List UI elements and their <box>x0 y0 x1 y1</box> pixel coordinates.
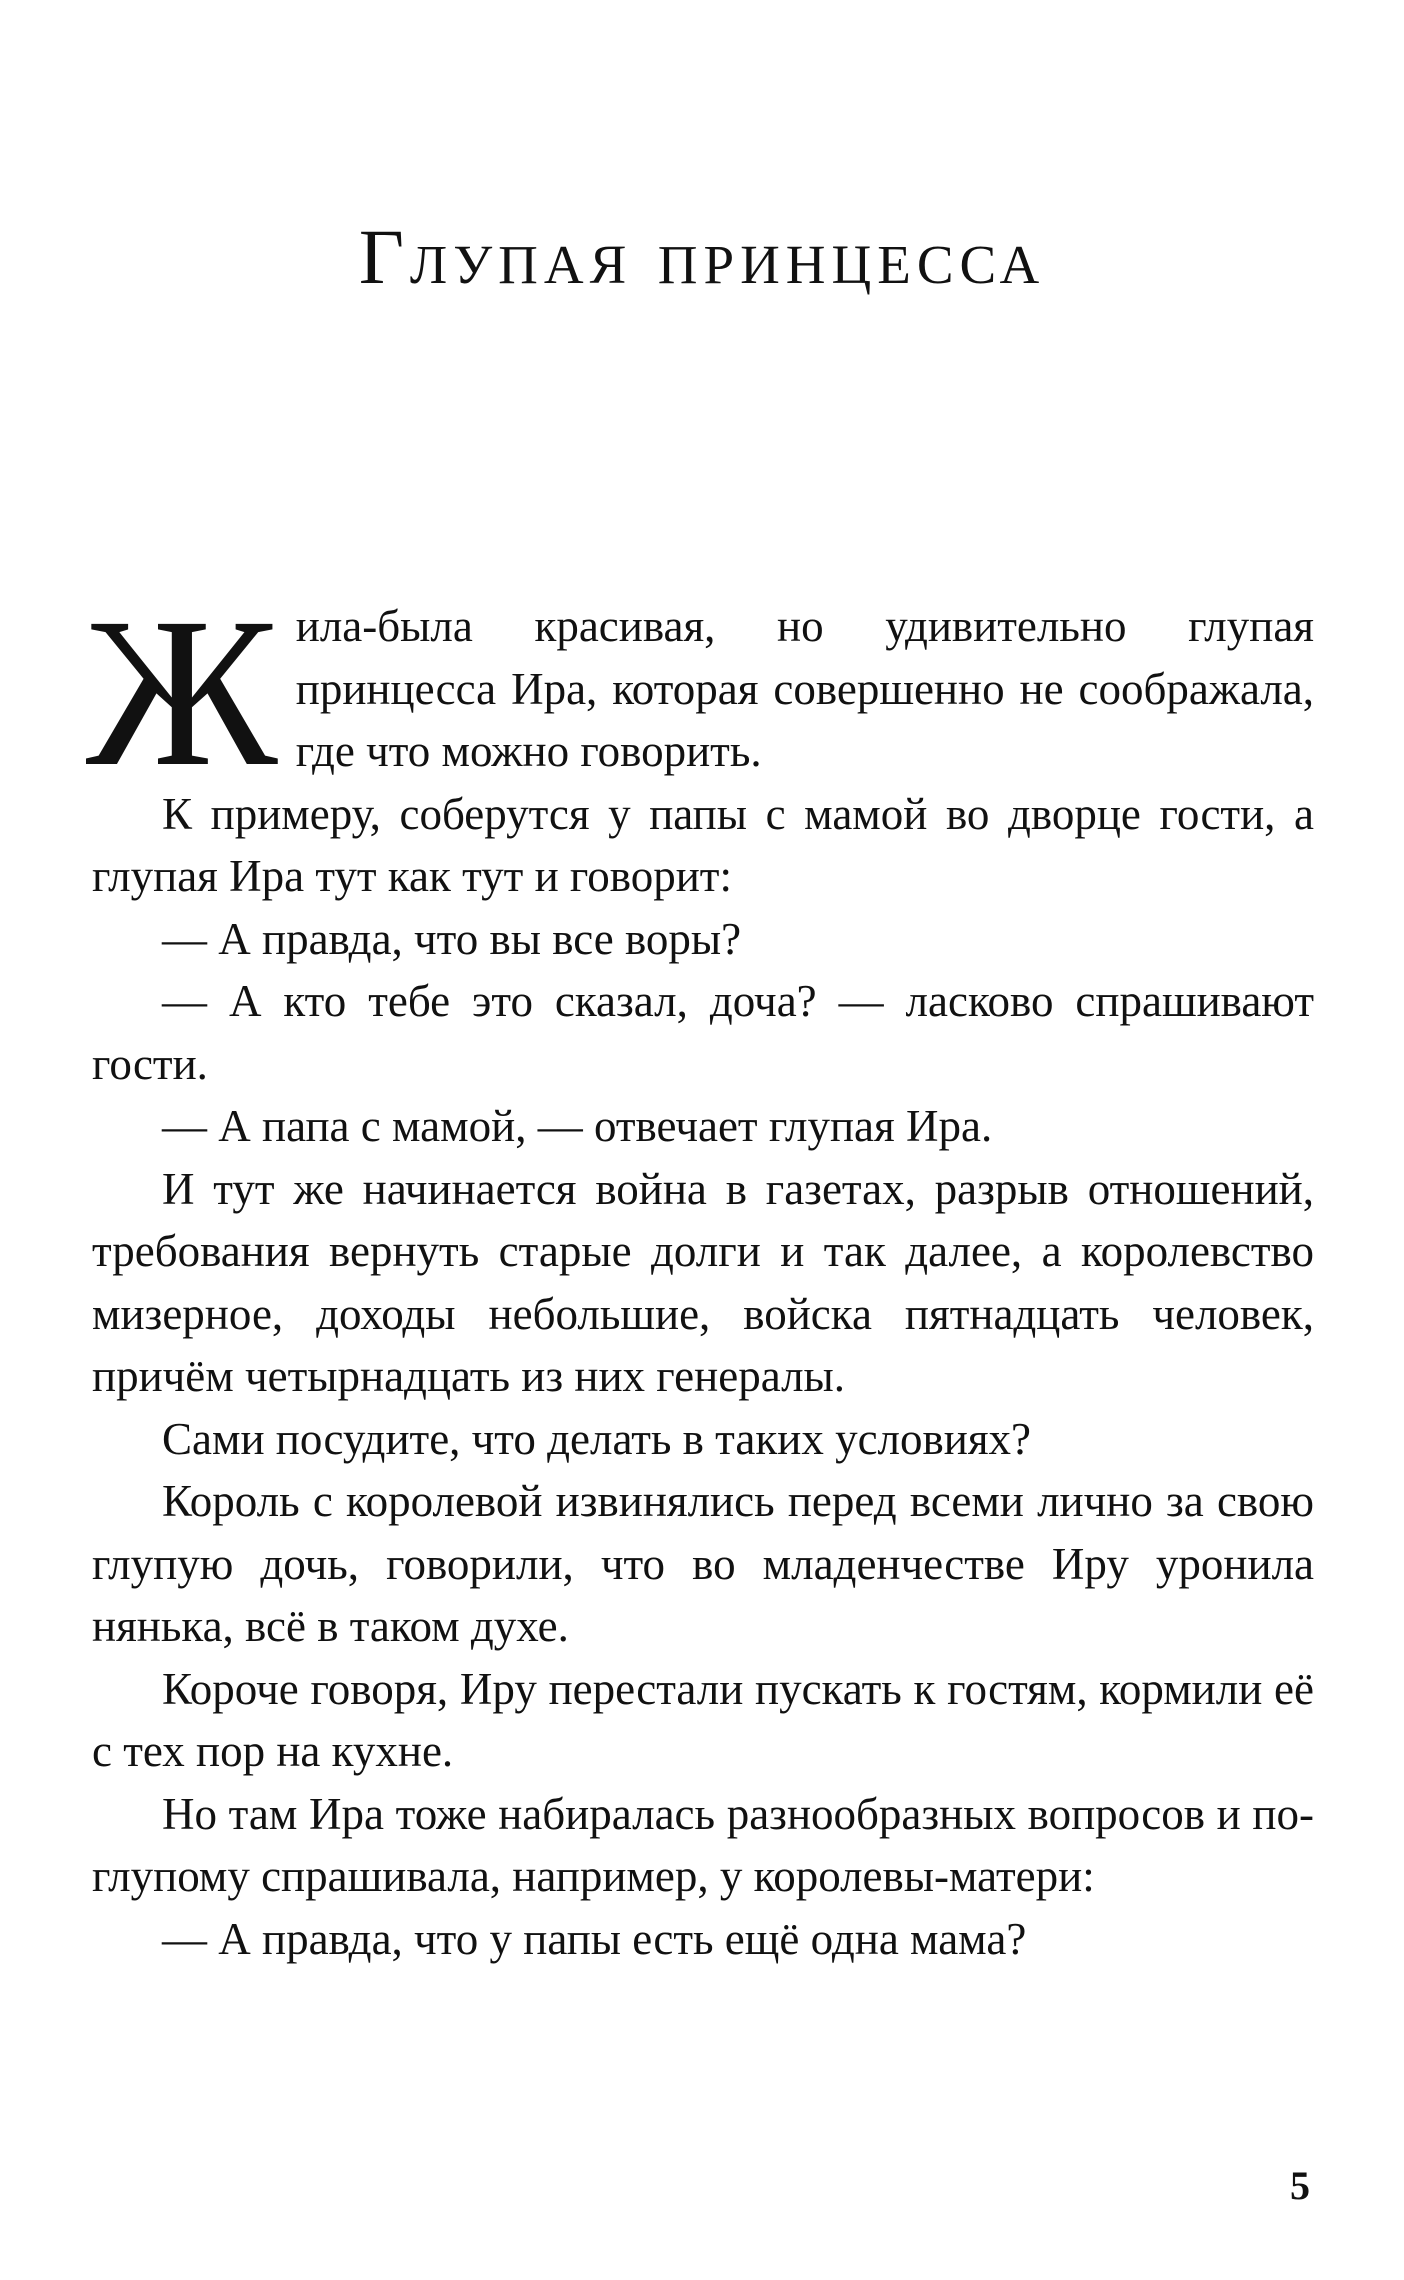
drop-cap: Ж <box>86 574 278 811</box>
chapter-title: Глупая принцесса <box>358 213 1046 300</box>
paragraph: Король с королевой извинялись перед всеми лично за свою глупую дочь, говорили, что во младенчестве Иру уронила нянька, всё в таком духе. <box>92 1476 1314 1651</box>
paragraph: Но там Ира тоже набиралась разнообразных вопросов и по-глупому спрашивала, например, у королевы-матери: <box>92 1788 1314 1901</box>
dialogue-line: — А кто тебе это сказал, доча? — ласково спрашивают гости. <box>92 976 1314 1089</box>
opening-paragraph-text: ила-была красивая, но удивительно глупая принцесса Ира, которая совершенно не соображала, где что можно говорить. <box>295 601 1314 776</box>
page-number: 5 <box>1290 2163 1310 2208</box>
opening-paragraph <box>86 574 1314 811</box>
paragraph: К примеру, соберутся у папы с мамой во дворце гости, а глупая Ира тут как тут и говорит: <box>92 788 1314 901</box>
dialogue-line: — А правда, что вы все воры? <box>162 913 742 964</box>
chapter-text <box>86 574 1314 1970</box>
dialogue-line: — А папа с мамой, — отвечает глупая Ира. <box>162 1101 993 1151</box>
paragraph: И тут же начинается война в газетах, разрыв отношений, требования вернуть старые долги и так далее, а королевство мизерное, доходы небольшие, войска пятнадцать человек, причём четырнадцать из них генералы. <box>92 1163 1314 1401</box>
paragraph: Сами посудите, что делать в таких условиях? <box>162 1413 1031 1464</box>
paragraph: Короче говоря, Иру перестали пускать к гостям, кормили её с тех пор на кухне. <box>92 1663 1314 1776</box>
dialogue-line: — А правда, что у папы есть ещё одна мама? <box>162 1913 1027 1964</box>
